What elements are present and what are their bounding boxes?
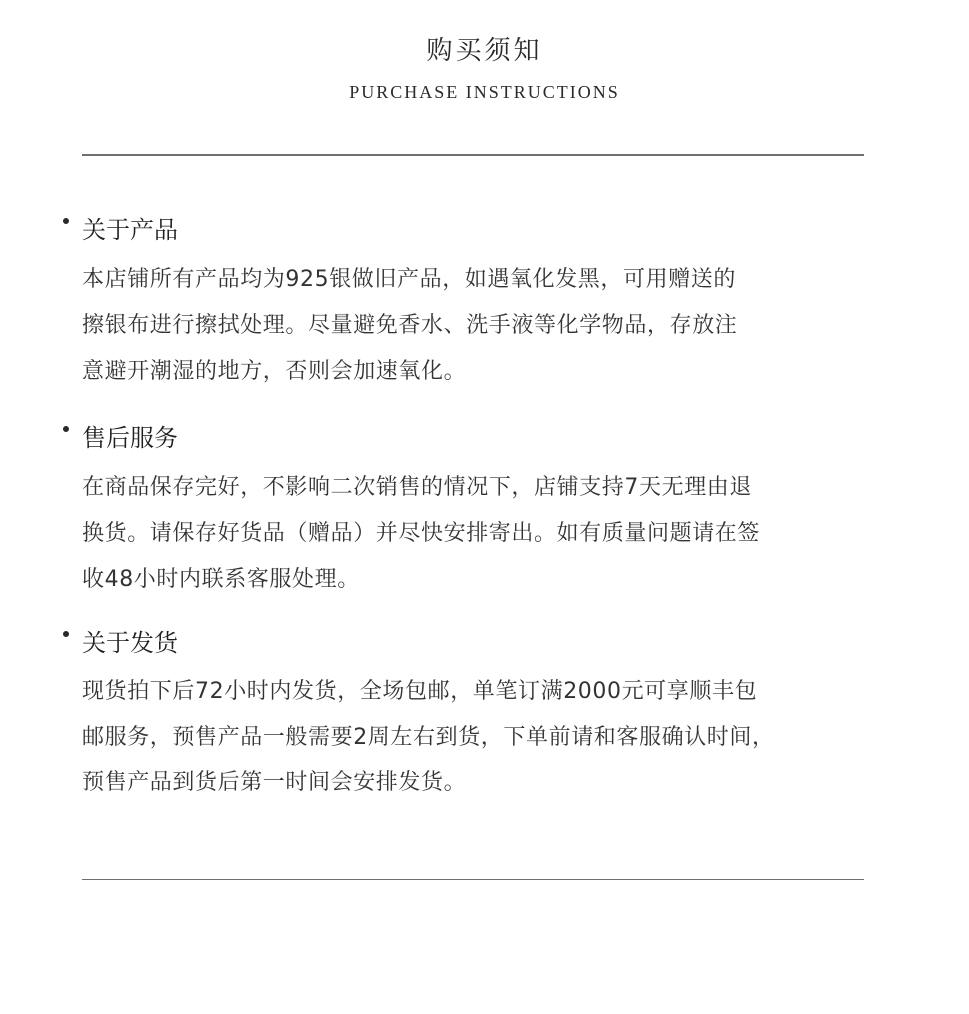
section-text-line: 意避开潮湿的地方，否则会加速氧化。 [82, 359, 467, 384]
bullet-icon [63, 426, 69, 432]
top-divider [82, 154, 864, 156]
section-heading: 关于发货 [82, 629, 178, 657]
section-text-line: 现货拍下后72小时内发货，全场包邮，单笔订满2000元可享顺丰包 [82, 679, 758, 704]
section-text-line: 本店铺所有产品均为925银做旧产品，如遇氧化发黑，可用赠送的 [82, 267, 736, 292]
section-text-line: 预售产品到货后第一时间会安排发货。 [82, 770, 467, 795]
section-heading: 关于产品 [82, 216, 178, 244]
section-text-line: 在商品保存完好，不影响二次销售的情况下，店铺支持7天无理由退 [82, 475, 752, 500]
bottom-divider [82, 879, 864, 880]
section-text-line: 邮服务，预售产品一般需要2周左右到货，下单前请和客服确认时间， [82, 725, 775, 750]
bullet-icon [63, 218, 69, 224]
section-text-line: 收48小时内联系客服处理。 [82, 567, 360, 592]
section-heading: 售后服务 [82, 424, 178, 452]
page-title: 购买须知 [426, 36, 543, 66]
section-text-line: 换货。请保存好货品（赠品）并尽快安排寄出。如有质量问题请在签 [82, 521, 761, 546]
section-text-line: 擦银布进行擦拭处理。尽量避免香水、洗手液等化学物品，存放注 [82, 313, 738, 338]
bullet-icon [63, 631, 69, 637]
page-subtitle: PURCHASE INSTRUCTIONS [349, 82, 620, 102]
